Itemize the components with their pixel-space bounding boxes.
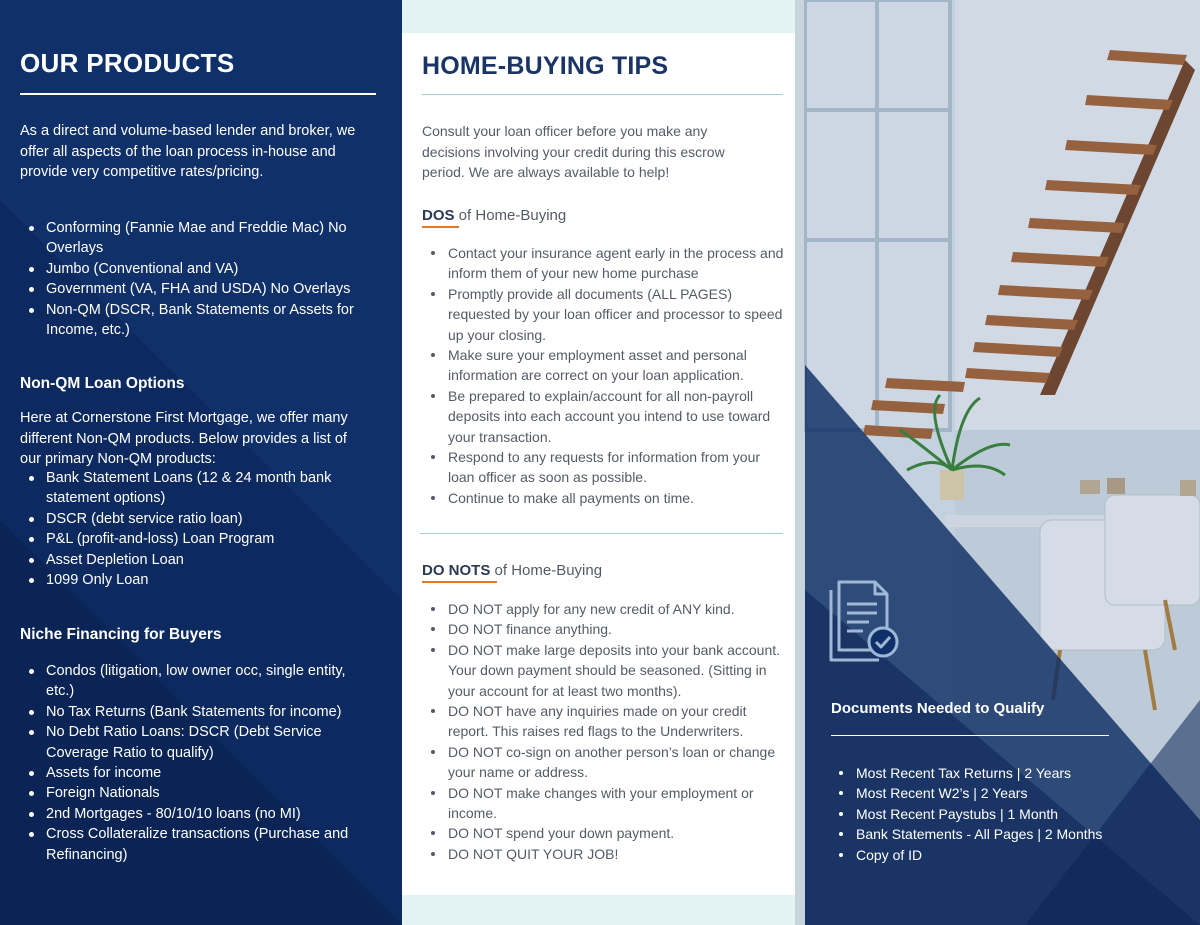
nonqm-item: P&L (profit-and-loss) Loan Program xyxy=(20,529,370,549)
home-buying-tips-panel xyxy=(402,0,795,925)
niche-item: 2nd Mortgages - 80/10/10 loans (no MI) xyxy=(20,804,370,824)
documents-panel xyxy=(795,0,1200,925)
donts-item: DO NOT make large deposits into your bank account. Your down payment should be seasoned. (Sitting in your account for at least two months). xyxy=(422,640,787,701)
nonqm-item: DSCR (debt service ratio loan) xyxy=(20,509,370,529)
dos-underline xyxy=(422,226,459,228)
dos-heading xyxy=(422,207,566,224)
nonqm-item: 1099 Only Loan xyxy=(20,570,370,590)
dos-item: Be prepared to explain/account for all non-payroll deposits into each account you intend to use toward your transaction. xyxy=(422,386,787,447)
document-item: Most Recent Paystubs | 1 Month xyxy=(830,804,1160,824)
niche-item: Cross Collateralize transactions (Purchase and Refinancing) xyxy=(20,824,370,865)
nonqm-item: Asset Depletion Loan xyxy=(20,550,370,570)
niche-item: No Debt Ratio Loans: DSCR (Debt Service Coverage Ratio to qualify) xyxy=(20,722,370,763)
nonqm-item: Bank Statement Loans (12 & 24 month bank statement options) xyxy=(20,468,370,509)
niche-item: No Tax Returns (Bank Statements for income) xyxy=(20,702,370,722)
niche-item: Foreign Nationals xyxy=(20,783,370,803)
product-item: Non-QM (DSCR, Bank Statements or Assets for Income, etc.) xyxy=(20,300,370,341)
donts-item: DO NOT make changes with your employment or income. xyxy=(422,783,787,824)
product-item: Conforming (Fannie Mae and Freddie Mac) No Overlays xyxy=(20,218,370,259)
product-item: Jumbo (Conventional and VA) xyxy=(20,259,370,279)
niche-item: Assets for income xyxy=(20,763,370,783)
title-divider xyxy=(20,93,376,95)
tips-intro: Consult your loan officer before you make any decisions involving your credit during this escrow period. We are always available to help! xyxy=(422,123,725,180)
niche-item: Condos (litigation, low owner occ, single entity, etc.) xyxy=(20,661,370,702)
dos-item: Promptly provide all documents (ALL PAGES) requested by your loan officer and processor to speed up your closing. xyxy=(422,284,787,345)
niche-heading: Niche Financing for Buyers xyxy=(20,626,222,643)
our-products-panel xyxy=(0,0,402,925)
documents-divider xyxy=(831,735,1109,736)
documents-list xyxy=(830,763,1160,865)
panel-fold-divider xyxy=(795,0,804,925)
documents-title: Documents Needed to Qualify xyxy=(831,700,1045,717)
document-checkmark-icon xyxy=(829,580,905,664)
product-list xyxy=(20,218,370,340)
donts-heading-rest: of Home-Buying xyxy=(490,562,603,579)
tips-divider xyxy=(422,94,783,95)
product-item: Government (VA, FHA and USDA) No Overlays xyxy=(20,279,370,299)
products-title: OUR PRODUCTS xyxy=(20,48,235,78)
donts-item: DO NOT apply for any new credit of ANY kind. xyxy=(422,599,787,619)
dos-heading-bold: DOS xyxy=(422,207,455,224)
tips-title: HOME-BUYING TIPS xyxy=(422,52,669,80)
niche-list xyxy=(20,661,370,865)
document-item: Most Recent Tax Returns | 2 Years xyxy=(830,763,1160,783)
dos-item: Make sure your employment asset and personal information are correct on your loan application. xyxy=(422,345,787,386)
donts-item: DO NOT co-sign on another person’s loan or change your name or address. xyxy=(422,742,787,783)
document-item: Bank Statements - All Pages | 2 Months xyxy=(830,824,1160,844)
document-item: Most Recent W2’s | 2 Years xyxy=(830,783,1160,803)
donts-item: DO NOT finance anything. xyxy=(422,619,787,639)
donts-item: DO NOT have any inquiries made on your credit report. This raises red flags to the Underwriters. xyxy=(422,701,787,742)
donts-heading-bold: DO NOTS xyxy=(422,562,491,579)
nonqm-heading: Non-QM Loan Options xyxy=(20,375,185,392)
document-item: Copy of ID xyxy=(830,845,1160,865)
donts-underline xyxy=(422,581,497,583)
dos-item: Continue to make all payments on time. xyxy=(422,488,787,508)
donts-item: DO NOT spend your down payment. xyxy=(422,823,787,843)
tips-section-divider xyxy=(420,533,783,534)
nonqm-intro: Here at Cornerstone First Mortgage, we offer many different Non-QM products. Below provides a list of our primary Non-QM products: xyxy=(20,410,348,467)
donts-list xyxy=(422,599,787,864)
dos-heading-rest: of Home-Buying xyxy=(454,207,567,224)
products-intro: As a direct and volume-based lender and broker, we offer all aspects of the loan process in-house and provide very competitive rates/pricing. xyxy=(20,123,356,180)
dos-item: Contact your insurance agent early in the process and inform them of your new home purchase xyxy=(422,243,787,284)
nonqm-list xyxy=(20,468,370,590)
donts-heading xyxy=(422,562,602,579)
dos-item: Respond to any requests for information from your loan officer as soon as possible. xyxy=(422,447,787,488)
donts-item: DO NOT QUIT YOUR JOB! xyxy=(422,844,787,864)
dos-list xyxy=(422,243,787,508)
